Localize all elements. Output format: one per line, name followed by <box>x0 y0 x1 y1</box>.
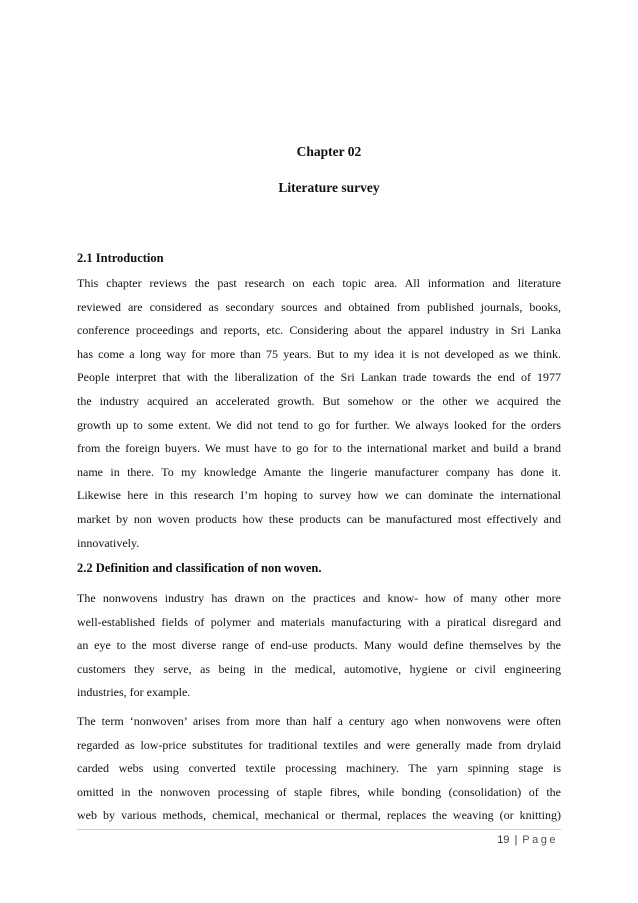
text-line: This chapter reviews the past research on each topic area. All information and literature <box>77 276 561 290</box>
text-line: the industry acquired an accelerated growth. But somehow or the other we acquired the <box>77 393 561 408</box>
text-line: customers they serve, as being in the medical, automotive, hygiene or civil engineering <box>77 661 561 676</box>
page-number: 19 <box>497 834 510 846</box>
text-line: carded webs using converted textile processing machinery. The yarn spinning stage is <box>77 761 561 776</box>
text-line: reviewed are considered as secondary sources and obtained from published journals, books, <box>77 299 561 314</box>
text-line: The nonwovens industry has drawn on the practices and know- how of many other more <box>77 591 561 605</box>
text-line: innovatively. <box>77 535 140 550</box>
chapter-title: Literature survey <box>278 180 380 195</box>
paragraph-term-nonwoven <box>77 710 561 828</box>
page-label: Page <box>522 834 558 846</box>
text-line: from the foreign buyers. We must have to go for to the international market and build a brand <box>77 441 561 456</box>
text-line: regarded as low-price substitutes for traditional textiles and were generally made from drylaid <box>77 737 561 752</box>
text-line: name in there. To my knowledge Amante the lingerie manufacturer company has done it. <box>77 464 561 479</box>
text-line: Likewise here in this research I’m hoping to survey how we can dominate the international <box>77 488 561 503</box>
text-line: growth up to some extent. We did not tend to go for further. We always looked for the orders <box>77 417 561 432</box>
text-line: industries, for example. <box>77 685 191 700</box>
text-line: web by various methods, chemical, mechanical or thermal, replaces the weaving (or knitting) <box>77 808 561 823</box>
footer-divider <box>77 829 561 830</box>
text-line: market by non woven products how these products can be manufactured most effectively and <box>77 511 561 526</box>
footer-separator: | <box>514 834 518 846</box>
chapter-number: Chapter 02 <box>296 144 362 159</box>
text-line: People interpret that with the liberalization of the Sri Lankan trade towards the end of 1977 <box>77 370 561 385</box>
page-footer <box>497 834 558 846</box>
text-line: has come a long way for more than 75 years. But to my idea it is not developed as we think. <box>77 346 561 361</box>
text-line: conference proceedings and reports, etc. Considering about the apparel industry in Sri Lanka <box>77 323 561 338</box>
paragraph-nonwovens-industry <box>77 587 561 705</box>
text-line: The term ‘nonwoven’ arises from more than half a century ago when nonwovens were often <box>77 714 561 728</box>
text-line: well-established fields of polymer and materials manufacturing with a piratical disregard and <box>77 614 561 629</box>
paragraph-introduction <box>77 272 561 555</box>
section-heading-definition: 2.2 Definition and classification of non woven. <box>77 561 322 575</box>
text-line: an eye to the most diverse range of end-use products. Many would define themselves by the <box>77 638 561 653</box>
text-line: omitted in the nonwoven processing of staple fibres, while bonding (consolidation) of the <box>77 784 561 799</box>
section-heading-introduction: 2.1 Introduction <box>77 251 164 265</box>
